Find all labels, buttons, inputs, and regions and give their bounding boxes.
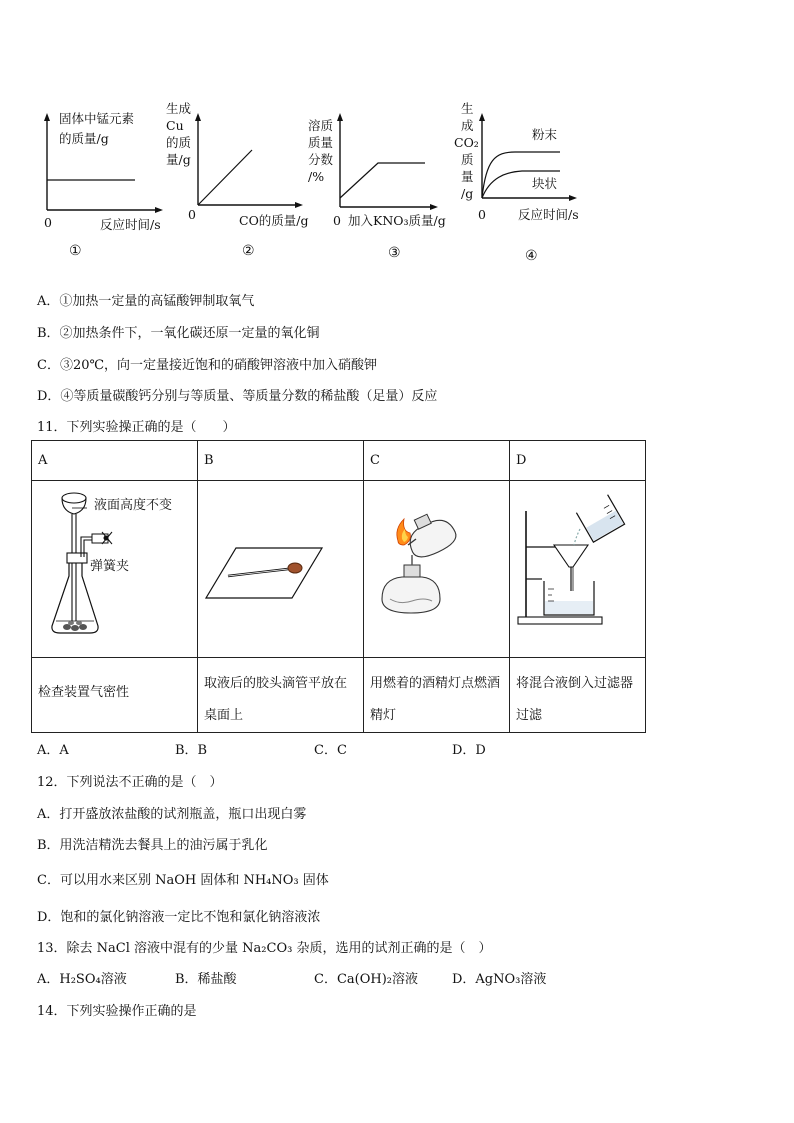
graph-4-ylabel-line-5: 量 <box>461 169 474 184</box>
graph-2-ylabel-line-3: 的质 <box>166 135 192 150</box>
q11-table <box>31 440 646 733</box>
q10-option-b: B．②加热条件下，一氧化碳还原一定量的氧化铜 <box>37 326 320 341</box>
graph-4-number: ④ <box>525 248 538 264</box>
graph-4-ylabel-line-2: 成 <box>461 118 474 133</box>
q11-header-b: B <box>198 441 364 481</box>
graph-4-ylabel-line-3: CO₂ <box>454 135 479 150</box>
q11-image-c <box>364 481 510 658</box>
q11-caption-d: 将混合液倒入过滤器过滤 <box>510 658 646 733</box>
q11-caption-c: 用燃着的酒精灯点燃酒精灯 <box>364 658 510 733</box>
q12-option-d: D．饱和的氯化钠溶液一定比不饱和氯化钠溶液浓 <box>37 910 321 925</box>
graph-4-ylabel-line-4: 质 <box>461 152 474 167</box>
graph-1-number: ① <box>69 243 82 259</box>
graph-3-ylabel-line-4: /% <box>308 169 325 184</box>
q13-option-c: C．Ca(OH)₂溶液 <box>314 972 418 987</box>
graph-3-origin: 0 <box>333 213 341 228</box>
q12-option-c: C．可以用水来区别 NaOH 固体和 NH₄NO₃ 固体 <box>37 873 329 888</box>
q10-option-a: A．①加热一定量的高锰酸钾制取氧气 <box>37 294 255 309</box>
graph-2-ylabel-line-4: 量/g <box>166 152 191 167</box>
graph-2-ylabel-line-2: Cu <box>166 118 184 133</box>
graph-3-number: ③ <box>388 245 401 261</box>
graph-4-curve-label-lump: 块状 <box>532 176 558 191</box>
graph-4-xlabel: 反应时间/s <box>518 207 579 222</box>
q11-caption-a: 检查装置气密性 <box>32 658 198 733</box>
q11-image-d <box>510 481 646 658</box>
q12-option-a: A．打开盛放浓盐酸的试剂瓶盖，瓶口出现白雾 <box>37 807 307 822</box>
q11-header-d: D <box>510 441 646 481</box>
graph-2-number: ② <box>242 243 255 259</box>
q13-stem: 13．除去 NaCl 溶液中混有的少量 Na₂CO₃ 杂质，选用的试剂正确的是（ ） <box>37 941 492 956</box>
q11-header-a: A <box>32 441 198 481</box>
q11-image-a <box>32 481 198 658</box>
alcohol-lamp-lighting-icon <box>364 481 510 657</box>
graph-2-xlabel: CO的质量/g <box>239 213 309 228</box>
graph-3-xlabel: 加入KNO₃质量/g <box>348 213 446 228</box>
q11-option-a: A．A <box>37 743 69 758</box>
q11-caption-b: 取液后的胶头滴管平放在桌面上 <box>198 658 364 733</box>
q10-option-d: D．④等质量碳酸钙分别与等质量、等质量分数的稀盐酸（足量）反应 <box>37 389 438 404</box>
label-spring-clamp: 弹簧夹 <box>90 559 130 574</box>
graph-3-ylabel-line-1: 溶质 <box>308 118 334 133</box>
graph-4-ylabel-line-6: /g <box>461 186 474 201</box>
graph-2-ylabel-line-1: 生成 <box>166 101 192 116</box>
q11-option-c: C．C <box>314 743 347 758</box>
q12-option-b: B．用洗洁精洗去餐具上的油污属于乳化 <box>37 838 268 853</box>
q13-option-a: A．H₂SO₄溶液 <box>37 972 127 987</box>
q11-option-d: D．D <box>452 743 486 758</box>
q13-option-d: D．AgNO₃溶液 <box>452 972 547 987</box>
graph-4-origin: 0 <box>478 207 486 222</box>
graph-1-ylabel-line-2: 的质量/g <box>59 131 109 146</box>
q11-option-b: B．B <box>175 743 208 758</box>
q13-option-b: B．稀盐酸 <box>175 972 237 987</box>
graph-3-ylabel-line-2: 质量 <box>308 135 334 150</box>
q14-stem: 14．下列实验操作正确的是 <box>37 1004 197 1019</box>
filtration-apparatus-icon <box>510 481 646 657</box>
q11-stem: 11．下列实验操正确的是（ ） <box>37 420 236 435</box>
graph-4-curve-label-powder: 粉末 <box>532 127 558 142</box>
graph-1-xlabel: 反应时间/s <box>100 217 161 232</box>
graph-4-ylabel-line-1: 生 <box>461 101 474 116</box>
graph-2-origin: 0 <box>188 207 196 222</box>
graph-1-origin: 0 <box>44 215 52 230</box>
graph-4-plot <box>0 0 794 260</box>
label-liquid-level: 液面高度不变 <box>94 498 173 513</box>
graph-1-ylabel-line-1: 固体中锰元素 <box>59 111 135 126</box>
graph-3-ylabel-line-3: 分数 <box>308 152 334 167</box>
q12-stem: 12．下列说法不正确的是（ ） <box>37 775 223 790</box>
dropper-on-table-icon <box>198 481 364 657</box>
q11-image-b <box>198 481 364 658</box>
q11-header-c: C <box>364 441 510 481</box>
q10-option-c: C．③20℃，向一定量接近饱和的硝酸钾溶液中加入硝酸钾 <box>37 358 378 373</box>
